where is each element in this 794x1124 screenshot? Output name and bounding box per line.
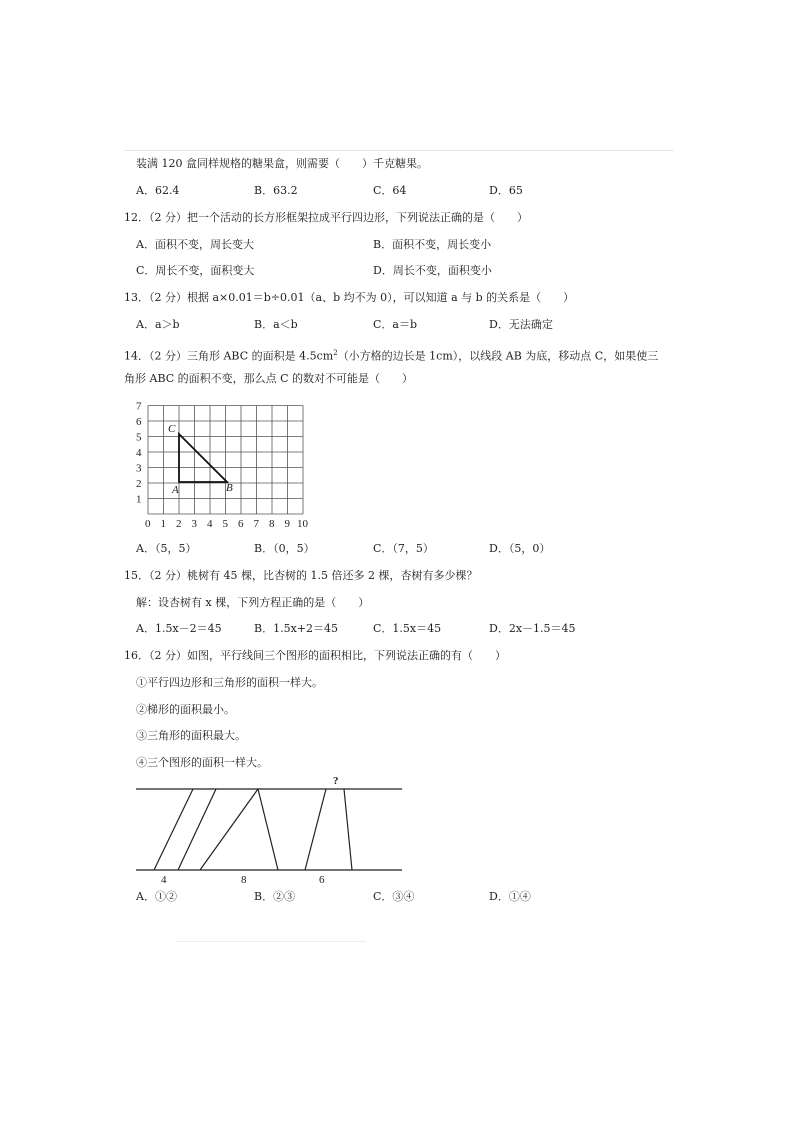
q11-continuation: 装满 120 盒同样规格的糖果盒，则需要（ ）千克糖果。 (136, 157, 428, 170)
q16-statement-2: ②梯形的面积最小。 (136, 703, 235, 716)
triangle-right-side (258, 789, 278, 870)
x-tick-label: 2 (176, 518, 182, 530)
point-c-label: C (168, 423, 176, 435)
q15-solution: 解：设杏树有 x 棵，下列方程正确的是（ ） (136, 596, 370, 609)
q15-option-c: C．1.5x＝45 (373, 622, 442, 635)
grid-tick-labels (136, 401, 309, 531)
q16-option-d: D．①④ (489, 890, 531, 903)
x-tick-label: 5 (222, 518, 228, 530)
x-tick-label: 6 (238, 518, 244, 530)
trapezoid-left-side (305, 789, 326, 870)
y-tick-label: 7 (136, 400, 142, 413)
x-tick-label: 1 (160, 518, 166, 530)
q14-option-a: A．（5，5） (136, 542, 197, 555)
q11-option-c: C．64 (373, 184, 407, 197)
q12-option-a: A．面积不变，周长变大 (136, 238, 254, 251)
x-tick-label: 8 (269, 518, 275, 530)
y-tick-label: 2 (136, 478, 142, 490)
q15-stem: 15．（2 分）桃树有 45 棵，比杏树的 1.5 倍还多 2 棵，杏树有多少棵？ (124, 569, 478, 582)
q14-stem-superscript: 2 (333, 349, 338, 357)
q16-statement-4: ④三个图形的面积一样大。 (136, 756, 268, 769)
y-tick-label: 3 (136, 462, 142, 475)
q14-option-d: D．（5，0） (489, 542, 551, 555)
q16-option-b: B．②③ (254, 890, 296, 903)
q16-parallel-lines-figure (134, 774, 404, 886)
y-tick-label: 1 (136, 493, 142, 506)
q14-option-c: C．（7，5） (373, 542, 434, 555)
grid-lines (148, 406, 303, 515)
q11-option-a: A．62.4 (136, 184, 180, 197)
q14-grid-figure (134, 396, 314, 532)
parallelogram-base-label: 4 (161, 874, 167, 886)
q14-option-b: B．（0，5） (254, 542, 315, 555)
trapezoid-base-label: 6 (319, 874, 325, 886)
q16-option-a: A．①② (136, 890, 177, 903)
trapezoid-unknown-label: ? (333, 775, 339, 787)
trapezoid-right-side (344, 789, 352, 870)
q14-stem-part1: 14．（2 分）三角形 ABC 的面积是 4.5cm (124, 349, 334, 363)
y-tick-label: 6 (136, 416, 142, 428)
q16-stem: 16．（2 分）如图，平行线间三个图形的面积相比，下列说法正确的有（ ） (124, 649, 506, 662)
x-tick-label: 7 (253, 518, 259, 530)
top-divider (124, 150, 674, 151)
q12-option-c: C．周长不变，面积变大 (136, 264, 255, 277)
q15-option-d: D．2x－1.5＝45 (489, 622, 576, 635)
q16-statement-3: ③三角形的面积最大。 (136, 729, 246, 742)
q11-option-d: D．65 (489, 184, 523, 197)
parallelogram-right-side (178, 789, 216, 870)
q14-stem-part2: （小方格的边长是 1cm），以线段 AB 为底，移动点 C，如果使三 (337, 349, 659, 363)
q14-stem-line1 (124, 346, 658, 364)
q13-option-a: A．a＞b (136, 318, 180, 331)
q16-option-c: C．③④ (373, 890, 415, 903)
bottom-divider (176, 941, 366, 942)
triangle-abc (179, 434, 227, 482)
x-tick-label: 4 (207, 518, 213, 530)
q12-option-d: D．周长不变，面积变小 (373, 264, 492, 277)
q15-option-a: A．1.5x－2＝45 (136, 622, 222, 635)
q15-option-b: B．1.5x+2＝45 (254, 622, 338, 635)
q13-option-d: D．无法确定 (489, 318, 553, 331)
q14-stem-line2: 角形 ABC 的面积不变，那么点 C 的数对不可能是（ ） (124, 372, 414, 385)
q12-stem: 12．（2 分）把一个活动的长方形框架拉成平行四边形，下列说法正确的是（ ） (124, 211, 528, 224)
q13-stem: 13．（2 分）根据 a×0.01＝b÷0.01（a、b 均不为 0），可以知道 a 与 b 的关系是（ ） (124, 291, 575, 304)
point-b-label: B (226, 482, 233, 494)
q16-statement-1: ①平行四边形和三角形的面积一样大。 (136, 676, 323, 689)
triangle-base-label: 8 (241, 874, 247, 886)
y-tick-label: 4 (136, 447, 142, 459)
parallelogram-left-side (154, 789, 193, 870)
point-a-label: A (172, 484, 179, 496)
y-tick-label: 5 (136, 431, 142, 444)
x-tick-label: 3 (191, 518, 197, 530)
x-tick-label: 0 (145, 518, 151, 530)
q12-option-b: B．面积不变，周长变小 (373, 238, 492, 251)
q11-option-b: B．63.2 (254, 184, 298, 197)
q13-option-b: B．a＜b (254, 318, 298, 331)
x-tick-label: 10 (297, 518, 308, 530)
q13-option-c: C．a＝b (373, 318, 418, 331)
x-tick-label: 9 (284, 518, 290, 530)
triangle-left-side (200, 789, 258, 870)
